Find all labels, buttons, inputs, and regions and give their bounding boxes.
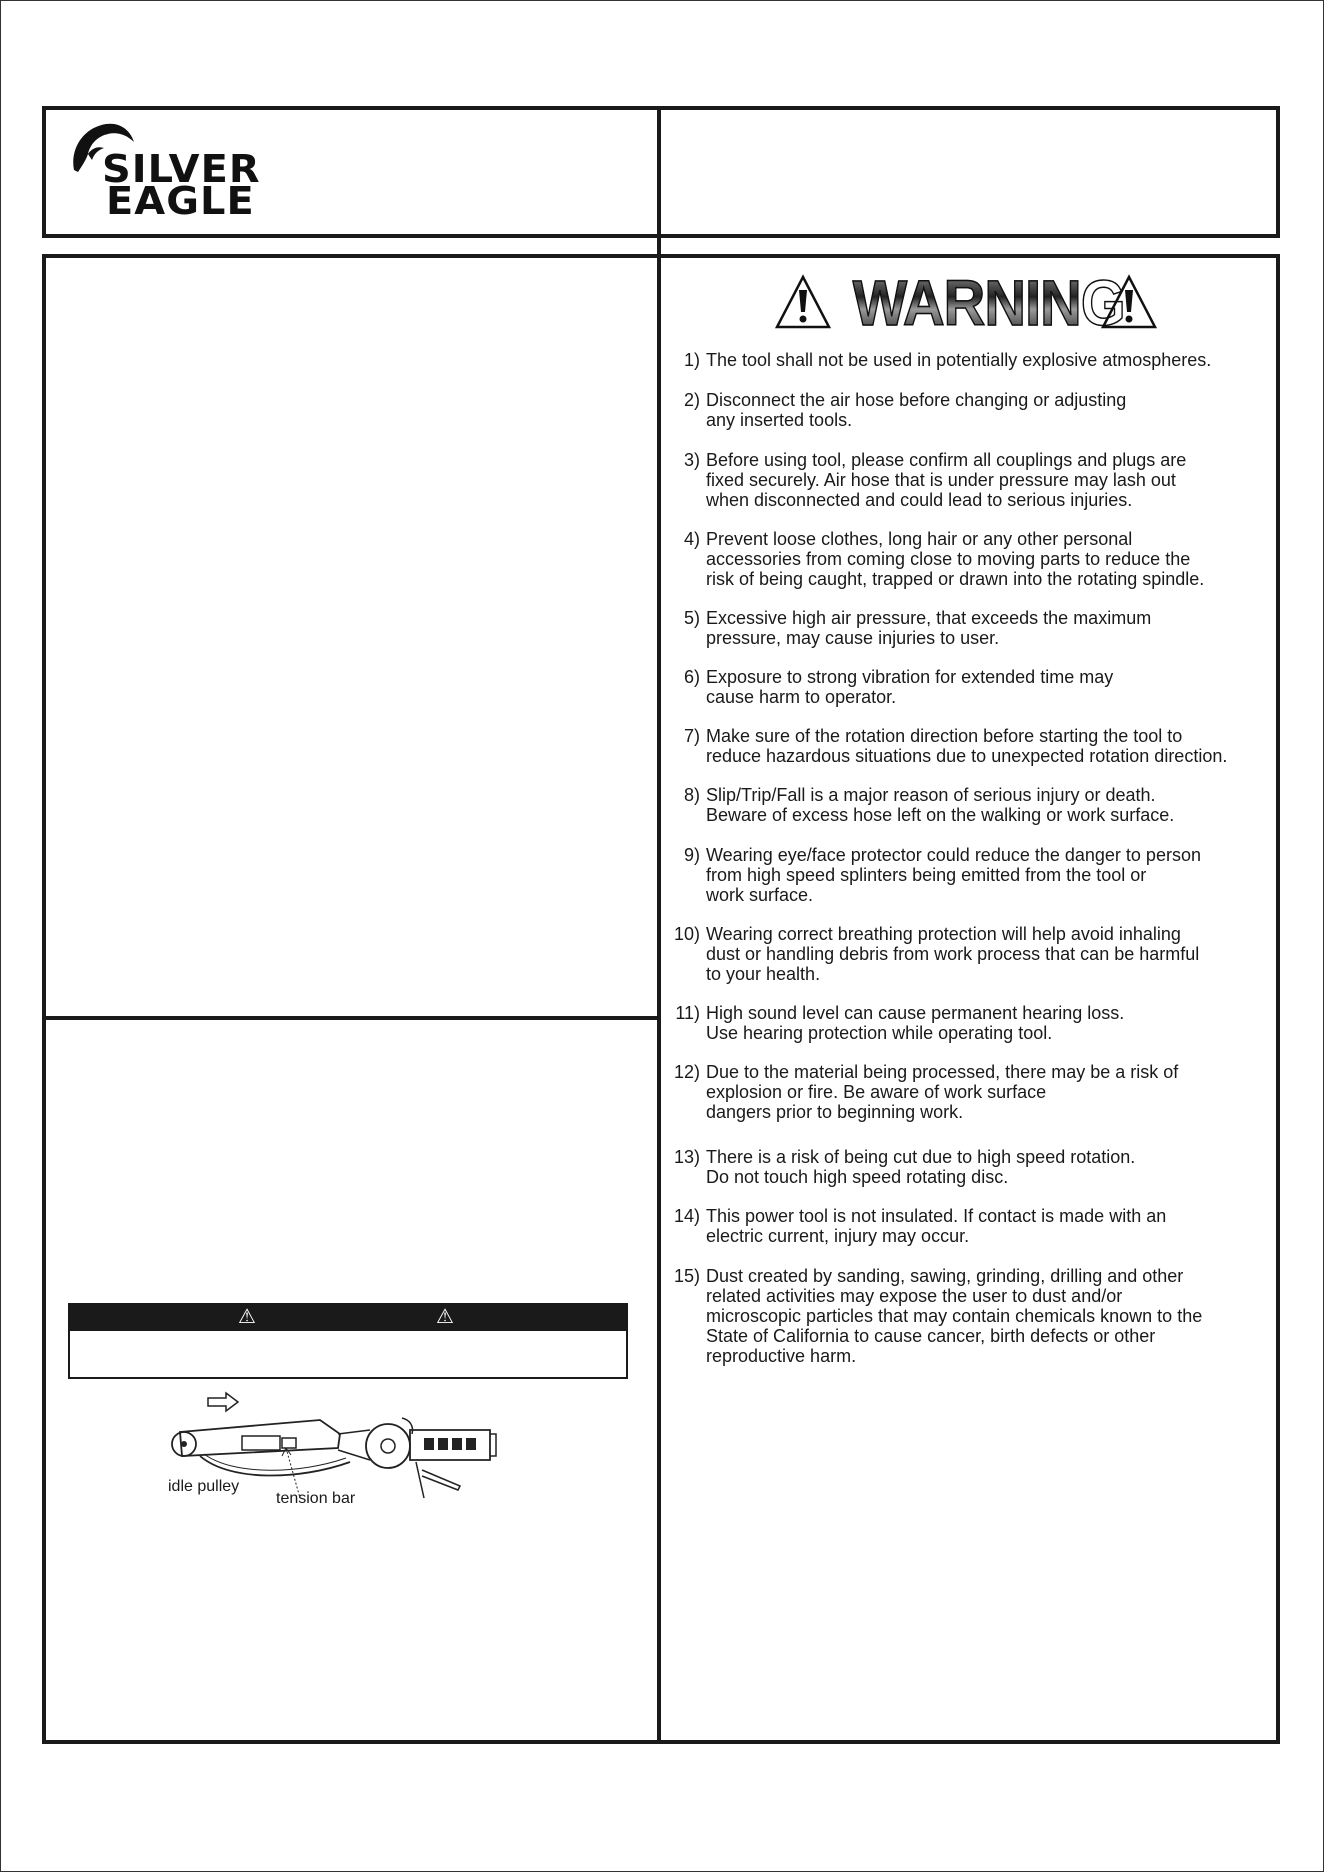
brand-name-line2: EAGLE [106,179,255,223]
warning-item: 10) Wearing correct breathing protection will help avoid inhaling dust or handling debris from work process that can be harmful to your health. [673,924,1200,984]
warning-item: 14) This power tool is not insulated. If contact is made with an electric current, injury may occur. [673,1206,1167,1246]
warning-item: 2) Disconnect the air hose before changing or adjusting any inserted tools. [683,390,1127,430]
warning-item: 15) Dust created by sanding, sawing, grinding, drilling and other related activities may expose the user to dust and/or microscopic particles that may contain chemicals known to the State of California to cause cancer, birth defects or other reproductive harm. [673,1266,1203,1366]
warning-triangle-icon [1100,274,1158,330]
brand-name-line1: SILVER [102,147,261,191]
warning-title: WARNING [852,267,1125,339]
warning-triangle-icon [774,274,832,330]
caution-triangle-icon: ⚠ [436,1306,454,1328]
warning-item: 3) Before using tool, please confirm all couplings and plugs are fixed securely. Air hose that is under pressure may lash out when disconnected and could lead to serious injuries. [683,450,1187,510]
label-tension-bar: tension bar [276,1490,356,1507]
warning-item: 7) Make sure of the rotation direction before starting the tool to reduce hazardous situations due to unexpected rotation direction. [683,726,1228,766]
warning-item: 13) There is a risk of being cut due to high speed rotation. Do not touch high speed rotating disc. [673,1147,1136,1187]
warning-item: 9) Wearing eye/face protector could reduce the danger to person from high speed splinters being emitted from the tool or work surface. [683,845,1201,905]
label-idle-pulley: idle pulley [168,1478,240,1495]
column-divider [657,106,661,1744]
warning-item: 1) The tool shall not be used in potentially explosive atmospheres. [683,350,1212,370]
warning-item: 8) Slip/Trip/Fall is a major reason of serious injury or death. Beware of excess hose left on the walking or work surface. [683,785,1175,825]
warning-heading [774,267,1158,339]
warning-item: 6) Exposure to strong vibration for extended time may cause harm to operator. [683,667,1114,707]
warning-item: 5) Excessive high air pressure, that exceeds the maximum pressure, may cause injuries to user. [683,608,1152,648]
warning-item: 11) High sound level can cause permanent hearing loss. Use hearing protection while operating tool. [675,1003,1125,1043]
caution-box [68,1303,628,1379]
brand-logo [68,120,298,223]
caution-header-bar [70,1305,626,1331]
warning-item: 12) Due to the material being processed, there may be a risk of explosion or fire. Be aware of work surface dangers prior to beginning work. [673,1062,1179,1122]
warning-item: 4) Prevent loose clothes, long hair or any other personal accessories from coming close to moving parts to reduce the risk of being caught, trapped or drawn into the rotating spindle. [683,529,1205,589]
content-left-box [42,254,661,1744]
left-section-divider [42,1016,661,1020]
caution-triangle-icon: ⚠ [238,1306,256,1328]
header-right-box [657,106,1280,238]
belt-sander-diagram [160,1390,500,1512]
